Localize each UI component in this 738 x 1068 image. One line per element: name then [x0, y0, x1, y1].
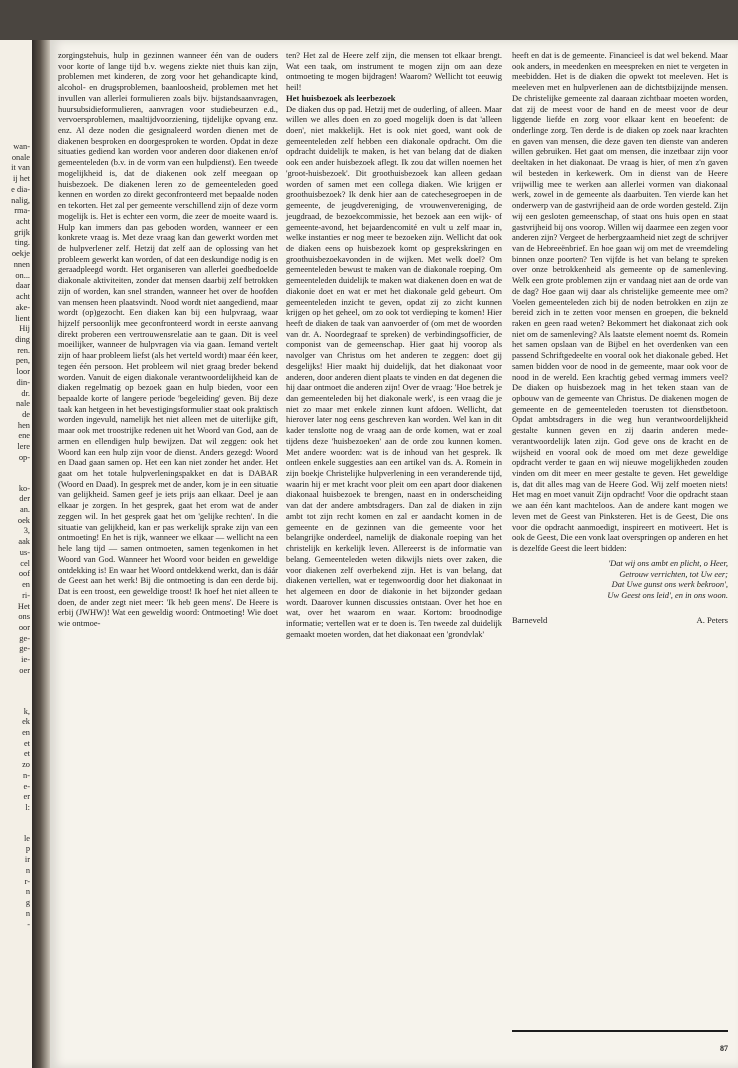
previous-page-fragment: oof [18, 569, 30, 579]
previous-page-fragment: wan- [13, 142, 30, 151]
closing-verse [512, 558, 728, 601]
previous-page-fragment: Het [17, 601, 30, 611]
previous-page-fragment: acht [16, 292, 30, 302]
previous-page-fragment: op- [18, 452, 30, 462]
previous-page-fragment: oekje [11, 249, 30, 259]
previous-page-fragment: en [22, 728, 30, 737]
previous-page-fragment: en [22, 580, 30, 590]
previous-page-fragment: acht [16, 217, 30, 227]
previous-page-fragment: de [22, 410, 30, 419]
previous-page-edge [0, 40, 32, 1068]
previous-page-fragment: ir [24, 855, 30, 865]
previous-page-fragment: Hij [19, 324, 30, 334]
previous-page-fragment: der [19, 494, 30, 504]
previous-page-fragment: n [25, 887, 30, 897]
previous-page-fragment: on... [15, 270, 30, 280]
previous-page-fragment: lere [17, 442, 30, 452]
previous-page-fragment: l: [25, 803, 30, 813]
verse-line: Dat Uwe gunst ons werk bekroon', [611, 579, 728, 590]
previous-page-fragment: ene [18, 431, 30, 441]
previous-page-fragment: k, [23, 706, 30, 716]
previous-page-fragment: cel [20, 558, 30, 568]
previous-page-fragment: grijk [14, 227, 30, 237]
previous-page-fragment: 3, [23, 526, 30, 536]
column-2 [286, 50, 502, 640]
previous-page-fragment: - [27, 919, 30, 929]
column-3-text: heeft en dat is de gemeente. Financieel is dat wel bekend. Maar ook anders, in meedenken en meespreken en niet te vergeten in meebidden. Het is de diaken die opwekt tot meeleven. Het is meeleven met en hulpverlenen aan de dichtstbijzijnde mensen. De christelijke gemeente zal daaraan zichtbaar moeten worden, dat zij de meest voor de hand en de meest voor de deur liggende liefde en zorg voor elkaar kent en beoefent: de onderlinge zorg. Ten derde is de diaken op zoek naar krachten en gaven van mensen, die deze gaven ten dienste van anderen willen gebruiken. Het gaat om mensen, die inzetbaar zijn voor deeltaken in het diakonaat. De vraag is hier, of men z'n gaven wil besteden in kerkewerk. Om in dienst van de Heere vrijwillig mee te werken aan allerlei vormen van diakonaal werk, zowel in de gemeente als daarbuiten. Ten vierde kan het onderwerp van de gastvrijheid aan de orde worden gesteld. Zijn wij een gesloten gemeenschap, of staat ons huis open en staat gastvrijheid bij ons voorop. Willen wij daarmee een zegen voor anderen zijn? Vergeet de herbergzaamheid niet zegt de schrijver van de Hebreeënbrief. En hoe gaan wij om met de vreemdeling binnen onze poorten? Ten vijfde is het van belang te spreken over onze betrokkenheid als gemeente op de samenleving. Welk een grote problemen zijn er vandaag niet aan de orde van de dag? Hoe gaan wij daar als christelijke gemeente mee om? Voelen gemeenteleden zich bij de noden betrokken en zijn ze bereid zich in te zetten voor mensen en groepen, die bekneld raken en geen raad weten? Bekommert het diakonaat zich ook niet om de samenleving? Als laatste element noemt ds. Romein het samen opslaan van de Bijbel en het overdenken van een passend Schriftgedeelte en vooral ook het diakonale gebed. Het samen bidden voor de nood in de gemeente, maar ook voor de nood in de wereld. Een krachtig gebed vermag immers veel? De diaken op huisbezoek mag in het teken staan van de opbouw van de gemeente van Christus. De diakenen mogen de gemeente en de gemeenteleden toerusten tot dienstbetoon. Opdat ambtsdragers in die weg hun verantwoordelijkheid gestalte kunnen geven en zij daarin anderen mede-verantwoordelijk laten zijn. God geve ons de kracht en de wijsheid en vooral ook de moed om met deze geweldige opdracht verder te gaan en wij nieuwe mogelijkheden zouden vinden om dit meer en meer gestalte te geven. Het geweldige is, dat dit alles mag van de Heere God. Wij zelf moeten niets! Het mag en moet vanuit Zijn opdracht! Voor die opdracht staan we aan één kant machteloos. Aan de andere kant mogen we leven met de Geest van Pinksteren. Het is de Geest, Die ons voor die opdracht aanmoedigt, inspireert en motiveert. Het is ook de Geest, Die een vonk laat overspringen op anderen en het is dezelfde Geest die leert bidden: [512, 50, 728, 554]
column-1 [58, 50, 278, 629]
previous-page-fragment: n [25, 908, 30, 918]
previous-page-fragment: loor [16, 367, 30, 377]
previous-page-fragment: dr. [21, 388, 30, 398]
page-number: 87 [720, 1044, 728, 1053]
previous-page-fragment: us- [19, 547, 30, 557]
previous-page-fragment: er [23, 792, 30, 802]
signature-author: A. Peters [696, 614, 728, 625]
previous-page-fragment: hen [17, 420, 30, 430]
previous-page-fragment: oor [18, 622, 30, 632]
previous-page-fragment: ie- [21, 655, 30, 665]
end-rule [512, 1030, 728, 1032]
previous-page-fragment: ren. [17, 345, 30, 355]
column-2-body: De diaken dus op pad. Hetzij met de ouderling, of alleen. Maar willen we alles doen en zo goed mogelijk doen is dat 'alleen doen', niet makkelijk. Het is ook niet goed, want ook de gemeenteleden zelf hebben een diakonale opdracht. Om die opdracht duidelijk te maken, is het van belang dat de diaken ook een ander huisbezoek aflegt. Ik zou dat willen noemen het 'groot-huisbezoek'. Dit groothuisbezoek kan alleen gedaan worden of samen met een collega diaken. Wie krijgen er groothuisbezoek? Ik denk hier aan de catechesegroepen in de gemeente, de jeugdvereniging, de vrouwenvereniging, de jeugdraad, de bezoekcommissie, het bezoek aan een wijk- of gemeente-avond, het bejaardencomité en vult u zelf maar in, welke instanties er nog meer te bezoeken zijn. Wellicht dat ook de diaken eens op huisbezoek komt op gesprekskringen en groothuisbezoekavonden in de wijken. Met welk doel? Om gemeenteleden bewust te maken van de diakonale roeping. Om gemeenteleden duidelijk te maken wat diakenen doen en wat de diakonie doet en wat er met het diakonale geld gebeurt. Om gemeenteleden inzicht te geven, opdat zij zo zicht kunnen krijgen op het geheel, om zo ook tot verdieping te komen! Hier heeft de diaken de taak van aanvoerder of (om met de woorden van dr. A. Noordegraaf te spreken) de verbindingsofficier, de componist van de gemeenschap. Hier gaat hij voorop als navolger van Christus om het anderen te zeggen: doet gij desgelijks! Hier maakt hij duidelijk, dat het diakonaat voor anderen, door anderen dient plaats te vinden en dat degenen die hij daar ontmoet die anderen zijn! Over de vraag: 'Hoe betrek je dan gemeenteleden bij het diakonale werk', is een vraag die je niet zo maar met enkele zinnen kunt afdoen. Wellicht, dat hierover later nog eens geschreven kan worden. Wel kan in dit kader tenslotte nog de vraag aan de orde komen, wat er zoal tijdens deze 'huisbezoeken' aan de orde zou kunnen komen. Met andere woorden: wat is de inhoud van het gesprek. Ik ontleen enkele suggesties aan een artikel van ds. A. Romein in zijn boekje Christelijke hulpverlening in een veranderende tijd, waarin hij er met kracht voor pleit om een apart door diakenen diakonaal huisbezoek te brengen, naast en in onderscheiding van dat der andere ambtsdragers. Dan zal de diaken in zijn ambt tot zijn recht komen en zal er aandacht komen in de gemeente en de gezinnen van die gemeente voor het belangrijke onderdeel, namelijk de diakonale roeping van het christelijk en kerkelijk leven. Allereerst is de informatie van belang. Gemeenteleden weten dikwijls niets over zaken, die voor diakenen zelf overbekend zijn. Het is van belang, dat diakenen vertellen, wat er tegenwoordig door het diakonaat in het algemeen en door de diakonie in het bijzonder gedaan wordt. Daarover kunnen discussies ontstaan. Over het hoe en wat, over het waarom en waar. Kortom: broodnodige informatie; vertellen wat er te doen is. Ten tweede zal duidelijk gemaakt moeten worden, dat het diakonaat een 'grondvlak' [286, 103, 502, 639]
previous-page-fragment: aak [18, 537, 30, 547]
previous-page-fragment: ek [22, 717, 30, 727]
previous-page-fragment: ko- [18, 483, 30, 493]
previous-page-fragment: rma- [14, 206, 30, 216]
previous-page-fragment: ding [15, 334, 30, 344]
verse-line: Uw Geest ons leid', en in ons woon. [607, 589, 728, 600]
previous-page-fragment: oer [19, 665, 30, 675]
signature-place: Barneveld [512, 614, 548, 625]
previous-page-fragment: oek [17, 515, 30, 525]
previous-page-fragment: nale [16, 399, 30, 409]
previous-page-fragment: g [25, 898, 30, 908]
column-2-intro: ten? Het zal de Heere zelf zijn, die mensen tot elkaar brengt. Wat een taak, om instrument te mogen zijn om aan deze ontmoeting te mogen bijdragen! Waarom? Wellicht tot eeuwig heil! [286, 50, 502, 93]
previous-page-fragment: et [23, 738, 30, 748]
previous-page-fragment: n [25, 865, 30, 875]
previous-page-fragment: ge- [19, 633, 30, 643]
magazine-page [50, 40, 738, 1068]
previous-page-fragment: p [25, 844, 30, 854]
verse-line: Getrouw verrichten, tot Uw eer; [619, 568, 728, 579]
previous-page-fragment: it van [11, 163, 30, 173]
previous-page-fragment: e dia- [11, 184, 30, 194]
previous-page-fragment: ting. [14, 238, 30, 248]
previous-page-fragment: zo [22, 760, 30, 770]
section-heading: Het huisbezoek als leerbezoek [286, 92, 396, 103]
previous-page-fragment: pen, [15, 356, 30, 366]
previous-page-fragment: ri- [22, 590, 30, 600]
previous-page-fragment: ij het [13, 174, 30, 184]
verse-line: 'Dat wij ons ambt en plicht, o Heer, [608, 557, 728, 568]
previous-page-fragment: daar [15, 281, 30, 291]
previous-page-fragment: ge- [19, 644, 30, 654]
column-1-text: zorgingstehuis, hulp in gezinnen wanneer één van de ouders voor korte of lange tijd b.v. wegens ziekte niet thuis kan zijn, problemen met kinderen, de zorg voor het gehandicapte kind, alcohol- en drugsproblemen, baanloosheid, problemen met het invullen van allerlei formulieren zoals bijv. bijstandsaanvragen, huursubsidieformulieren, aanvragen voor studiebeurzen e.d., vervoersproblemen, maaltijdvoorziening, tijdelijke opvang enz. enz. Al deze noden die gesignaleerd worden dienen met de diakenen besproken en doorgesproken te worden. Opdat in deze situaties gediend kan worden voor anderen door diakenen en/of gemeenteleden (b.v. in de vorm van een hulpdienst). Een tweede mogelijkheid is, dat de diakenen ook zelf meegaan op huisbezoek. De diakenen leren zo de gemeenteleden goed kennen en worden zo direkt geconfronteerd met bepaalde noden en tekorten. Het zal per gemeente verschillend zijn of deze vorm mogelijk is. Het is echter een vorm, die zeer de moeite waard is. Hulp kan immers dan pas geboden worden, wanneer er een konkrete vraag is. Met deze vraag kan dan gewerkt worden met de hulpverlener zelf. Hetzij dat zelf aan de oplossing van het probleem gewerkt kan worden, of dat een deskundige nodig is en geraadpleegd wordt. Het organiseren van allerlei goedbedoelde diakonale aktiviteiten, zonder dat mensen daarbij zelf betrokken zijn of worden, kan snel stranden, wanneer het over de hoofden van mensen heen plaatsvindt. Nood wordt niet aangediend, maar wordt (op)gezocht. Een diaken kan bij een hulpvraag, waar hijzelf persoonlijk mee geconfronteerd wordt in eerste aanvang direkt proberen een vertrouwensrelatie aan te gaan. Dit is veel moeilijker, wanneer de hulpvragen via via gaan. Iemand vertelt zijn of haar probleem liefst (als het verteld wordt) maar één keer, tegen één persoon. Het probleem wil niet graag breder bekend worden. Vanuit de eigen diakonale verantwoordelijkheid kan de diaken regelmatig op bezoek gaan en hulp bieden, voor een bepaalde korte of langere periode 'begeleiding' geven. Bij deze taak kan hetgeen in het bevestigingsformulier staat ook praktisch worden ingevuld, namelijk het niet alleen met de uiterlijke gift, maar ook met troostrijke redenen uit het Woord van God, aan de armen en ellendigen hulp bewijzen. Dat wil zeggen: ook het Woord kan een hulp zijn voor de dienst. Anders gezegd: Woord en Daad gaan samen op. Het een kan niet zonder het ander. Het gaat om het totale hulpverleningspakket en dat is DABAR (Woord en Daad). In gesprek met de ander, kom je in een situatie van gelijkheid. Samen geef je iets prijs aan elkaar. Deel je aan elkaar je zorgen. In het gesprek, gaat het erom wat de ander zeggen wil. In het gesprek gaat het om 'gelijke rechten'. In die situatie van gelijkheid, kan er pas werkelijk sprake zijn van een ontmoeting! En het is rijk, wanneer we elkaar — wellicht na een hele lang tijd — samen ontmoeten, samen tegenkomen in het Woord van God. Wanneer het Woord voor beiden en geweldige ontdekking is! En waar het Woord ontdekkend werkt, dan is dáár de Geest aan het werk! Bij die ontmoeting is dan een derde bij. Dat is een troost, een geweldige troost! Ik hoef het niet alleen te doen, de ander zegt niet meer: 'Ik heb geen mens'. De Heere is erbij (JWHW)! Wat een geweldig woord: Ontmoeting! Wie doet wie ontmoe- [58, 50, 279, 629]
previous-page-fragment: ons [18, 612, 30, 622]
book-gutter [32, 40, 50, 1068]
previous-page-fragment: nnen [13, 259, 30, 269]
previous-page-fragment: an. [20, 505, 30, 515]
previous-page-fragment: ake- [15, 302, 30, 312]
previous-page-fragment: n- [23, 770, 30, 780]
previous-page-fragment: r- [24, 876, 30, 886]
previous-page-fragment: onale [11, 152, 30, 162]
previous-page-fragment: le [23, 833, 30, 843]
previous-page-fragment: lient [15, 313, 30, 323]
previous-page-fragment: e- [23, 781, 30, 791]
column-3 [512, 50, 728, 625]
previous-page-fragment: et [23, 749, 30, 759]
previous-page-fragment: din- [16, 377, 30, 387]
signature [512, 615, 728, 626]
previous-page-fragment: nalig, [11, 195, 30, 205]
